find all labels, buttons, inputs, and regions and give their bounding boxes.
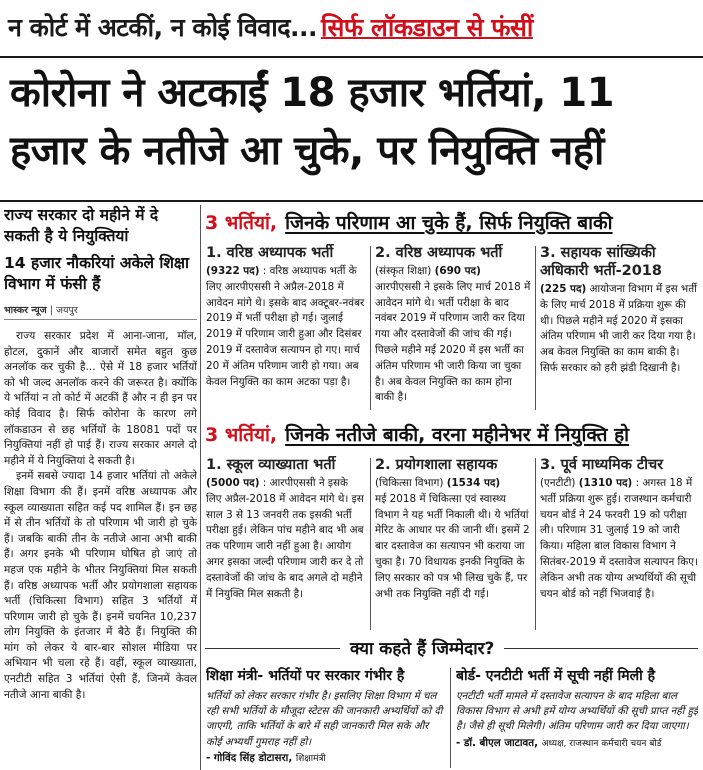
section1-header (205, 208, 698, 236)
section2-card-2 (375, 456, 531, 632)
quote-divider (450, 668, 451, 768)
card-title: 2. प्रयोगशाला सहायक (375, 457, 498, 473)
headline: कोरोना ने अटकाईं 18 हजार भर्तियां, 11 हजार के नतीजे आ चुके, पर नियुक्ति नहीं (10, 70, 615, 174)
section1-title: जिनके परिणाम आ चुके हैं, सिर्फ नियुक्ति बाकी (285, 212, 613, 234)
card-body: आयोजना विभाग में इस भर्ती के लिए मार्च 2018 में प्रक्रिया शुरू की थी। पिछले महीने मई 2020 में इसका अंतिम परिणाम भी जारी कर दिया गया है। अब केवल नियुक्ति का काम बाकी है। सिर्फ सरकार को हरी झंडी दिखानी है। (540, 283, 697, 374)
card-sub: (संस्कृत शिक्षा) (375, 265, 432, 277)
headline-rule (0, 200, 703, 202)
card-posts: (225 पद) (540, 283, 587, 295)
sidebar-body (4, 329, 197, 703)
section2-header (205, 420, 698, 448)
card-body: : अगस्त 18 में भर्ती प्रक्रिया शुरू हुई। राजस्थान कर्मचारी चयन बोर्ड ने 24 फरवरी 19 को परीक्षा ली। परिणाम 31 जुलाई 19 को जारी किया। महिला बाल विकास विभाग ने सितंबर-2019 में दस्तावेज सत्यापन किए। लेकिन अभी तक योग्य अभ्यर्थियों की सूची चयन बोर्ड को नहीं भिजवाई है। (540, 477, 698, 600)
kicker-part2: सिर्फ लॉकडाउन से फंसीं (321, 13, 533, 42)
sidebar-subhead-2: 14 हजार नौकरियां अकेले शिक्षा विभाग में फंसी हैं (4, 254, 190, 293)
quote-name: - गोविंद सिंह डोटासरा, (206, 751, 293, 764)
card-divider (370, 246, 371, 410)
card-text (206, 264, 366, 390)
card-divider (370, 458, 371, 630)
sidebar-article (4, 205, 197, 770)
card-text (540, 282, 698, 377)
card-text (540, 476, 698, 602)
byline-source: भास्कर न्यूज (4, 305, 47, 316)
quote-signature (456, 736, 698, 750)
card-title: 1. वरिष्ठ अध्यापक भर्ती (206, 245, 334, 261)
card-body: आरपीएससी ने इसके लिए मार्च 2018 में आवेदन मांगे थे। भर्ती परीक्षा के बाद नवंबर 2019 में परिणाम जारी कर दिया गया और दस्तावेजों की जांच की गई। पिछले महीने मई 2020 में इस भर्ती का अंतिम परिणाम भी जारी किया जा चुका है। अब केवल नियुक्ति का काम होना बाकी है। (375, 280, 531, 404)
kicker (8, 4, 696, 50)
quote-text: एनटीटी भर्ती मामले में दस्तावेज सत्यापन के बाद महिला बाल विकास विभाग से अभी हमें योग्य अभ्यर्थियों की सूची प्राप्त नहीं हुई है। जैसे ही सूची मिलेगी। अंतिम परिणाम जारी कर दिया जाएगा। (456, 691, 698, 733)
section1-number: 3 भर्तियां, (205, 212, 278, 234)
card-body: : आरपीएससी ने इसके लिए अप्रैल-2018 में आवेदन मांगे थे। इस साल 3 से 13 जनवरी तक इसकी भर्ती परीक्षा हुई। लेकिन पांच महीने बाद भी अब तक परिणाम जारी नहीं हुआ है। आयोग अगर इसका जल्दी परिणाम जारी कर दे तो दस्तावेजों की जांच के बाद अगले दो महीने में नियुक्ति मिल सकती है। (206, 477, 364, 600)
card-text (206, 476, 366, 602)
card-title: 2. वरिष्ठ अध्यापक भर्ती (375, 245, 503, 261)
quote-text: भर्तियों को लेकर सरकार गंभीर है। इसलिए शिक्षा विभाग में चल रही सभी भर्तियों के मौजूदा स्टेटस की जानकारी अभ्यर्थियों को दी जाएगी, ताकि भर्तियों के बारे में सही जानकारी मिल सके और कोई अभ्यर्थी गुमराह नहीं हो। (206, 691, 443, 748)
section2-card-1 (206, 456, 366, 632)
column-divider (200, 205, 201, 770)
card-divider (535, 246, 536, 410)
card-text (375, 476, 531, 602)
section1-card-2 (375, 244, 531, 410)
card-body: : वरिष्ठ अध्यापक भर्ती के लिए आरपीएससी ने अप्रैल-2018 में आवेदन मांगे थे। इसके बाद अक्टूबर-नवंबर 2019 में भर्ती परीक्षा हो गई। जुलाई 2019 में परिणाम जारी हुआ और दिसंबर 2019 में दस्तावेज सत्यापन हो गए। मार्च 20 में अंतिम परिणाम जारी हो गया। अब केवल नियुक्ति का काम अटका पड़ा है। (206, 265, 365, 388)
byline (4, 303, 197, 320)
card-title: 1. स्कूल व्याख्याता भर्ती (206, 457, 336, 473)
card-title: 3. पूर्व माध्यमिक टीचर (540, 457, 664, 473)
card-posts: (1310 पद) (578, 477, 633, 489)
card-posts: (1534 पद) (446, 477, 501, 489)
card-text (375, 264, 531, 406)
kicker-part1: न कोर्ट में अटकीं, न कोई विवाद... (8, 13, 318, 42)
quote-board (456, 666, 698, 770)
sidebar-subhead-1: राज्य सरकार दो महीने में दे सकती है ये नियुक्तियां (4, 206, 159, 245)
card-title: 3. सहायक सांख्यिकी अधिकारी भर्ती-2018 (540, 245, 662, 279)
section2-number: 3 भर्तियां, (205, 424, 278, 446)
section2-card-3 (540, 456, 698, 632)
responsible-bar (205, 635, 698, 663)
sidebar-paragraph-2: इनमें सबसे ज्यादा 14 हजार भर्तियां तो अकेले शिक्षा विभाग की हैं। इनमें वरिष्ठ अध्यापक और स्कूल व्याख्याता सहित कई पद शामिल हैं। इन छह में से तीन भर्तियों के तो परिणाम भी जारी हो चुके हैं। जबकि बाकी तीन के नतीजे आना अभी बाकी हैं। अगर इनके भी परिणाम घोषित हो जाएं तो महज एक महीने के भीतर नियुक्तियां मिल सकती हैं। वरिष्ठ अध्यापक भर्ती और प्रयोगशाला सहायक भर्ती (चिकित्सा विभाग) सहित 3 भर्तियों में परिणाम जारी हो चुके हैं। इनमें चयनित 10,237 लोग नियुक्ति के इंतजार में बैठे हैं। नियुक्ति की मांग को लेकर ये बार-बार सोशल मीडिया पर अभियान भी चला रहे हैं। वहीं, स्कूल व्याख्याता, एनटीटी सहित 3 भर्तियां ऐसी हैं, जिनमें केवल नतीजे आना बाकी है। (4, 470, 197, 701)
section1-card-1 (206, 244, 366, 410)
quote-signature (206, 751, 446, 765)
card-divider (535, 458, 536, 630)
quote-name: - डॉ. बीएल जाटावत, (456, 736, 539, 749)
quote-role: शिक्षामंत्री (295, 753, 326, 764)
quote-head: शिक्षा मंत्री- भर्तियों पर सरकार गंभीर है (206, 668, 405, 684)
card-posts: (9322 पद) (206, 265, 260, 277)
section1-card-3 (540, 244, 698, 410)
sidebar-paragraph-1: राज्य सरकार प्रदेश में आना-जाना, मॉल, होटल, दुकानें और बाजारों समेत बहुत कुछ अनलॉक कर चुकी है... ऐसे में 18 हजार भर्तियों को भी जल्द अनलॉक करने की जरूरत है। क्योंकि ये भर्तियां न तो कोर्ट में अटकीं हैं और न ही इन पर कोई विवाद है। सिर्फ कोरोना के कारण लगे लॉकडाउन से छह भर्तियों के 18081 पदों पर नियुक्तियां नहीं हो पाई हैं। राज्य सरकार अगले दो महीने में ये नियुक्तियां दे सकती है। (4, 330, 197, 467)
top-rule (0, 56, 703, 58)
card-posts: (5000 पद) (206, 477, 260, 489)
quote-role: अध्यक्ष, राजस्थान कर्मचारी चयन बोर्ड (541, 738, 662, 749)
quote-education-minister (206, 666, 446, 770)
byline-place: | जयपुर (49, 305, 78, 316)
card-sub: (एनटीटी) (540, 477, 576, 489)
responsible-label: क्या कहते हैं जिम्मेदार? (340, 636, 504, 659)
card-body: मई 2018 में चिकित्सा एवं स्वास्थ्य विभाग ने यह भर्ती निकाली थी। ये भर्तियां मेरिट के आधार पर की जानी थीं। इसमें 2 बार दस्तावेज का सत्यापन भी कराया जा चुका है। 70 विधायक इनकी नियुक्ति के लिए सरकार को पत्र भी लिख चुके हैं, पर अभी तक नियुक्ति नहीं दी गई। (375, 492, 530, 600)
quote-head: बोर्ड- एनटीटी भर्ती में सूची नहीं मिली है (456, 668, 656, 684)
card-sub: (चिकित्सा विभाग) (375, 477, 444, 489)
section2-title: जिनके नतीजे बाकी, वरना महीनेभर में नियुक्ति हो (285, 424, 630, 446)
card-posts: (690 पद) (434, 265, 481, 277)
